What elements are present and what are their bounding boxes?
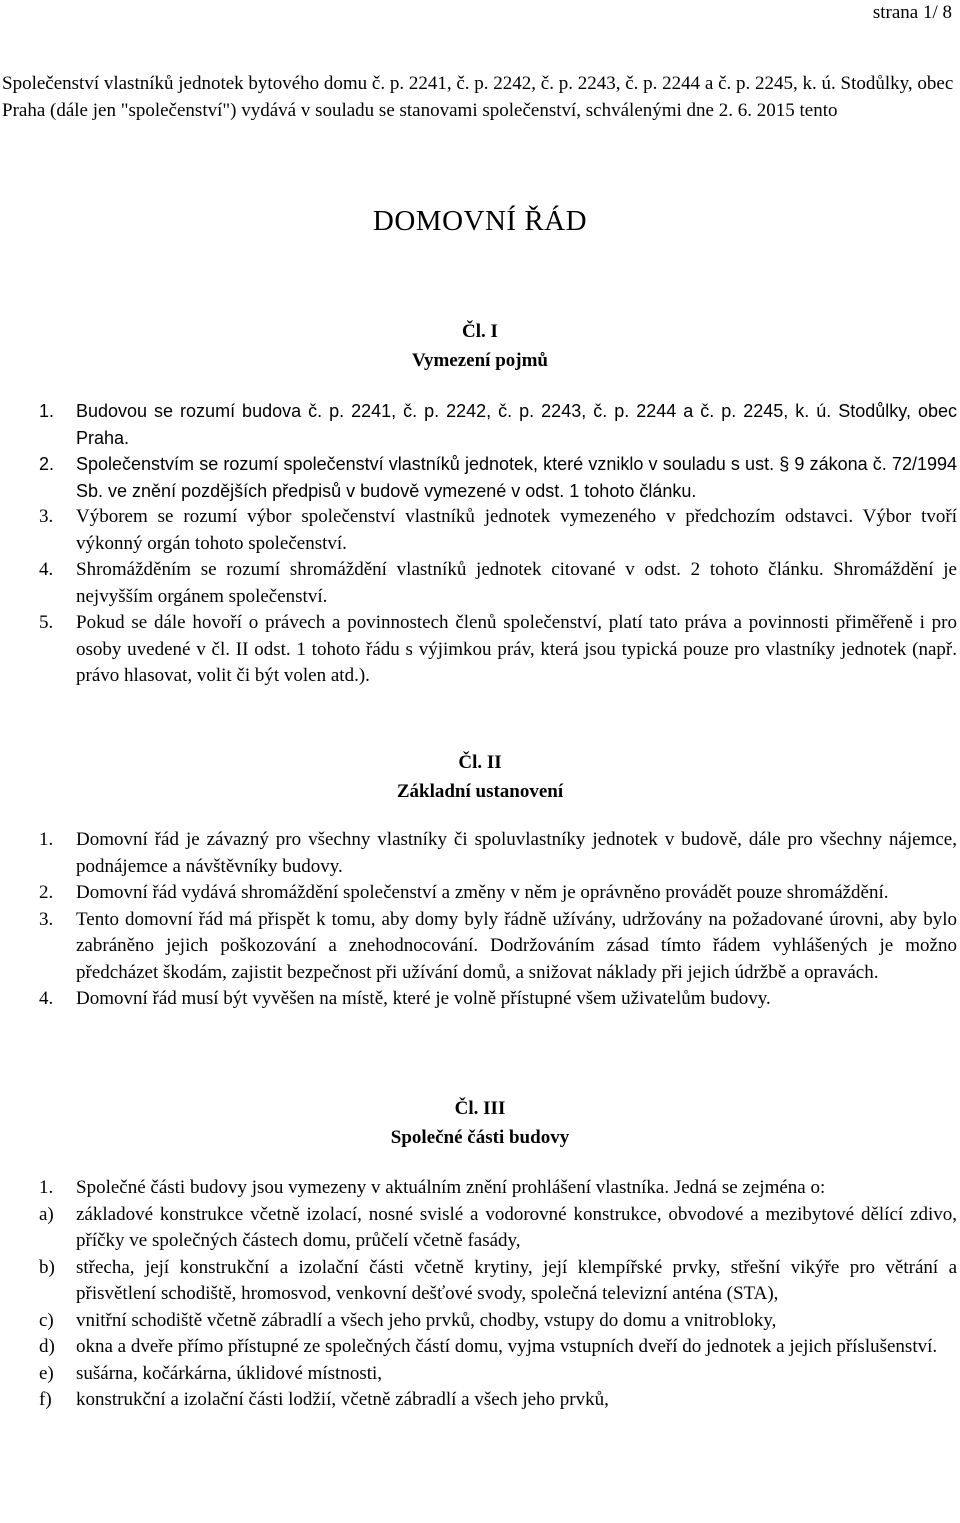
sub-list-item: a) základové konstrukce včetně izolací, nosné svislé a vodorovné konstrukce, obvodové a mezibytové dělící zdivo, příčky ve společných částech domu, průčelí včetně fasády, [39, 1203, 957, 1251]
sub-list-item: c) vnitřní schodiště včetně zábradlí a všech jeho prvků, chodby, vstupy do domu a vnitrobloky, [39, 1309, 777, 1331]
article-1-list [39, 398, 957, 690]
list-item: 3. Tento domovní řád má přispět k tomu, aby domy byly řádně užívány, udržovány na požadované úrovni, aby bylo zabráněno jejich poškozování a znehodnocování. Dodržováním zásad tímto řádem vyhlášených je možno předcházet škodám, zajistit bezpečnost při užívání domů, a snižovat náklady při jejich údržbě a opravách. [39, 908, 957, 983]
list-item: 4. Domovní řád musí být vyvěšen na místě, které je volně přístupné všem uživatelům budovy. [39, 988, 771, 1009]
intro-paragraph: Společenství vlastníků jednotek bytového domu č. p. 2241, č. p. 2242, č. p. 2243, č. p. 2244 a č. p. 2245, k. ú. Stodůlky, obec Praha (dále jen "společenství") vydává v souladu se stanovami společenství, schválenými dne 2. 6. 2015 tento [2, 73, 954, 121]
sub-list-item: d) okna a dveře přímo přístupné ze společných částí domu, vyjma vstupních dveří do jednotek a jejich příslušenství. [39, 1336, 938, 1357]
list-item: 3. Výborem se rozumí výbor společenství vlastníků jednotek vymezeného v předchozím odstavci. Výbor tvoří výkonný orgán tohoto společenství. [39, 506, 957, 554]
list-item: 4. Shromážděním se rozumí shromáždění vlastníků jednotek citované v odst. 2 tohoto článku. Shromáždění je nejvyšším orgánem společenství. [39, 559, 957, 607]
article-2-number: Čl. II [458, 752, 502, 773]
article-3-number: Čl. III [454, 1098, 506, 1119]
article-1-heading [0, 317, 960, 375]
article-1-number: Čl. I [462, 321, 498, 342]
article-2-name: Základní ustanovení [396, 781, 564, 802]
document-title: DOMOVNÍ ŘÁD [372, 205, 588, 237]
list-item: 1. Budovou se rozumí budova č. p. 2241, č. p. 2242, č. p. 2243, č. p. 2244 a č. p. 2245, k. ú. Stodůlky, obec Praha. [39, 401, 957, 448]
article-3-heading [0, 1094, 960, 1152]
article-2-heading [0, 748, 960, 806]
article-1-name: Vymezení pojmů [412, 350, 548, 371]
sub-list-item: e) sušárna, kočárkárna, úklidové místnosti, [39, 1362, 383, 1384]
list-item: 2. Společenstvím se rozumí společenství vlastníků jednotek, které vzniklo v souladu s ust. § 9 zákona č. 72/1994 Sb. ve znění pozdějších předpisů v budově vymezené v odst. 1 tohoto článku. [39, 454, 957, 501]
article-3-name: Společné části budovy [390, 1127, 570, 1148]
sub-list-item: b) střecha, její konstrukční a izolační části včetně krytiny, její klempířské prvky, střešní vikýře pro větrání a přisvětlení schodiště, hromosvod, venkovní dešťové svody, společná televizní anténa (STA), [39, 1256, 957, 1304]
page-number: strana 1/ 8 [872, 2, 952, 23]
article-3-list [39, 1175, 957, 1414]
article-2-list [39, 827, 957, 1013]
list-item: 2. Domovní řád vydává shromáždění společenství a změny v něm je oprávněno provádět pouze shromáždění. [39, 882, 889, 903]
list-item: 5. Pokud se dále hovoří o právech a povinnostech členů společenství, platí tato práva a povinnosti přiměřeně i pro osoby uvedené v čl. II odst. 1 tohoto řádu s výjimkou práv, která jsou typická pouze pro vlastníky jednotek (např. právo hlasovat, volit či být volen atd.). [39, 612, 957, 686]
list-item: 1. Domovní řád je závazný pro všechny vlastníky či spoluvlastníky jednotek v budově, dále pro všechny nájemce, podnájemce a návštěvníky budovy. [39, 829, 957, 877]
list-item: 1. Společné části budovy jsou vymezeny v aktuálním znění prohlášení vlastníka. Jedná se zejména o: [39, 1177, 826, 1198]
sub-list-item: f) konstrukční a izolační části lodžií, včetně zábradlí a všech jeho prvků, [39, 1389, 609, 1410]
